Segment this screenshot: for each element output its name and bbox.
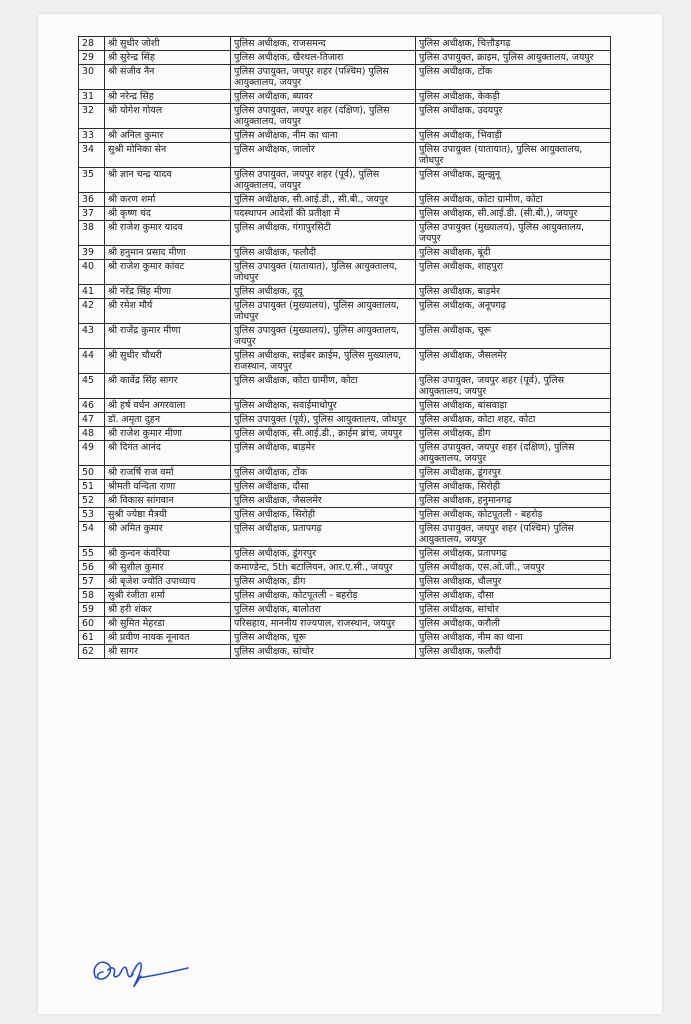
current-posting-cell: पुलिस अधीक्षक, साईबर क्राईम, पुलिस मुख्यालय, राजस्थान, जयपुर: [231, 349, 416, 374]
current-posting-cell: पुलिस उपायुक्त, जयपुर शहर (पश्चिम) पुलिस आयुक्तालय, जयपुर: [231, 65, 416, 90]
serial-number-cell: 53: [79, 508, 105, 522]
new-posting-cell: पुलिस अधीक्षक, चूरू: [416, 324, 611, 349]
table-row: [79, 603, 611, 617]
current-posting-cell: पुलिस अधीक्षक, डूंगरपुर: [231, 547, 416, 561]
officer-name-cell: श्री संजीव नैन: [105, 65, 231, 90]
new-posting-cell: पुलिस अधीक्षक, शाहपुरा: [416, 260, 611, 285]
officer-name-cell: श्री नरेंद्र सिंह मीणा: [105, 285, 231, 299]
officer-name-cell: श्री विकास सांगवान: [105, 494, 231, 508]
serial-number-cell: 37: [79, 207, 105, 221]
serial-number-cell: 56: [79, 561, 105, 575]
current-posting-cell: पुलिस उपायुक्त, जयपुर शहर (पूर्व), पुलिस आयुक्तालय, जयपुर: [231, 168, 416, 193]
new-posting-cell: पुलिस अधीक्षक, दौसा: [416, 589, 611, 603]
officer-name-cell: श्री हर्ष वर्धन अगरवाला: [105, 399, 231, 413]
serial-number-cell: 29: [79, 51, 105, 65]
transfer-table: [78, 36, 611, 659]
serial-number-cell: 58: [79, 589, 105, 603]
serial-number-cell: 41: [79, 285, 105, 299]
officer-name-cell: श्री कावेंद्र सिंह सागर: [105, 374, 231, 399]
officer-name-cell: श्री सुधीर जोशी: [105, 37, 231, 51]
officer-name-cell: श्री सागर: [105, 645, 231, 659]
serial-number-cell: 31: [79, 90, 105, 104]
current-posting-cell: पुलिस अधीक्षक, दूदू: [231, 285, 416, 299]
table-row: [79, 480, 611, 494]
table-row: [79, 349, 611, 374]
serial-number-cell: 49: [79, 441, 105, 466]
current-posting-cell: पुलिस अधीक्षक, सी.आई.डी., सी.बी., जयपुर: [231, 193, 416, 207]
current-posting-cell: पुलिस उपायुक्त (पूर्व), पुलिस आयुक्तालय, जोधपुर: [231, 413, 416, 427]
new-posting-cell: पुलिस अधीक्षक, कोटा शहर, कोटा: [416, 413, 611, 427]
table-row: [79, 221, 611, 246]
serial-number-cell: 36: [79, 193, 105, 207]
table-row: [79, 589, 611, 603]
new-posting-cell: पुलिस अधीक्षक, सांचोर: [416, 603, 611, 617]
serial-number-cell: 50: [79, 466, 105, 480]
serial-number-cell: 55: [79, 547, 105, 561]
table-row: [79, 547, 611, 561]
serial-number-cell: 33: [79, 129, 105, 143]
current-posting-cell: पुलिस अधीक्षक, नीम का थाना: [231, 129, 416, 143]
new-posting-cell: पुलिस अधीक्षक, बाड़मेर: [416, 285, 611, 299]
officer-name-cell: श्री सुशील कुमार: [105, 561, 231, 575]
serial-number-cell: 28: [79, 37, 105, 51]
new-posting-cell: पुलिस अधीक्षक, नीम का थाना: [416, 631, 611, 645]
table-row: [79, 466, 611, 480]
table-row: [79, 413, 611, 427]
current-posting-cell: पुलिस उपायुक्त (मुख्यालय), पुलिस आयुक्तालय, जयपुर: [231, 324, 416, 349]
new-posting-cell: पुलिस अधीक्षक, डीग: [416, 427, 611, 441]
officer-name-cell: श्री राजेंद्र कुमार मीणा: [105, 324, 231, 349]
new-posting-cell: पुलिस अधीक्षक, जैसलमेर: [416, 349, 611, 374]
officer-name-cell: श्री दिगंत आनंद: [105, 441, 231, 466]
serial-number-cell: 35: [79, 168, 105, 193]
officer-name-cell: श्री राजेश कुमार कांवट: [105, 260, 231, 285]
new-posting-cell: पुलिस अधीक्षक, भिवाड़ी: [416, 129, 611, 143]
current-posting-cell: पुलिस उपायुक्त (मुख्यालय), पुलिस आयुक्तालय, जोधपुर: [231, 299, 416, 324]
new-posting-cell: पुलिस अधीक्षक, धौलपुर: [416, 575, 611, 589]
current-posting-cell: पदस्थापन आदेशों की प्रतीक्षा में: [231, 207, 416, 221]
officer-name-cell: श्री नरेन्द्र सिंह: [105, 90, 231, 104]
serial-number-cell: 54: [79, 522, 105, 547]
officer-name-cell: श्री हरी शंकर: [105, 603, 231, 617]
table-row: [79, 617, 611, 631]
serial-number-cell: 39: [79, 246, 105, 260]
current-posting-cell: पुलिस अधीक्षक, जैसलमेर: [231, 494, 416, 508]
new-posting-cell: पुलिस उपायुक्त (मुख्यालय), पुलिस आयुक्तालय, जयपुर: [416, 221, 611, 246]
table-row: [79, 65, 611, 90]
serial-number-cell: 61: [79, 631, 105, 645]
serial-number-cell: 62: [79, 645, 105, 659]
serial-number-cell: 47: [79, 413, 105, 427]
current-posting-cell: पुलिस अधीक्षक, प्रतापगढ़: [231, 522, 416, 547]
table-row: [79, 631, 611, 645]
serial-number-cell: 40: [79, 260, 105, 285]
new-posting-cell: पुलिस अधीक्षक, हनुमानगढ़: [416, 494, 611, 508]
current-posting-cell: पुलिस अधीक्षक, दौसा: [231, 480, 416, 494]
table-row: [79, 285, 611, 299]
serial-number-cell: 59: [79, 603, 105, 617]
current-posting-cell: पुलिस अधीक्षक, गंगापुरसिटी: [231, 221, 416, 246]
new-posting-cell: पुलिस उपायुक्त, जयपुर शहर (दक्षिण), पुलिस आयुक्तालय, जयपुर: [416, 441, 611, 466]
officer-name-cell: श्री राजेश कुमार यादव: [105, 221, 231, 246]
table-row: [79, 575, 611, 589]
serial-number-cell: 42: [79, 299, 105, 324]
serial-number-cell: 60: [79, 617, 105, 631]
table-row: [79, 37, 611, 51]
new-posting-cell: पुलिस अधीक्षक, डूंगरपुर: [416, 466, 611, 480]
new-posting-cell: पुलिस अधीक्षक, केकड़ी: [416, 90, 611, 104]
table-row: [79, 260, 611, 285]
table-row: [79, 246, 611, 260]
current-posting-cell: पुलिस अधीक्षक, सी.आई.डी., क्राईम ब्रांच, जयपुर: [231, 427, 416, 441]
handwritten-signature-icon: [86, 952, 196, 992]
serial-number-cell: 48: [79, 427, 105, 441]
table-row: [79, 299, 611, 324]
table-row: [79, 561, 611, 575]
table-row: [79, 324, 611, 349]
officer-name-cell: श्री अमित कुमार: [105, 522, 231, 547]
new-posting-cell: पुलिस अधीक्षक, उदयपुर: [416, 104, 611, 129]
serial-number-cell: 32: [79, 104, 105, 129]
officer-name-cell: सुश्री मोनिका सेन: [105, 143, 231, 168]
serial-number-cell: 44: [79, 349, 105, 374]
officer-name-cell: श्री सुमित मेहरडा: [105, 617, 231, 631]
serial-number-cell: 45: [79, 374, 105, 399]
serial-number-cell: 57: [79, 575, 105, 589]
serial-number-cell: 52: [79, 494, 105, 508]
current-posting-cell: पुलिस अधीक्षक, चूरू: [231, 631, 416, 645]
table-row: [79, 129, 611, 143]
new-posting-cell: पुलिस उपायुक्त, क्राइम, पुलिस आयुक्तालय, जयपुर: [416, 51, 611, 65]
officer-name-cell: श्री अनिल कुमार: [105, 129, 231, 143]
new-posting-cell: पुलिस अधीक्षक, एस.ओ.जी., जयपुर: [416, 561, 611, 575]
officer-name-cell: श्री राजेश कुमार मीणा: [105, 427, 231, 441]
new-posting-cell: पुलिस अधीक्षक, कोटपूतली - बहरोड़: [416, 508, 611, 522]
officer-name-cell: श्री कृष्ण चंद: [105, 207, 231, 221]
officer-name-cell: श्री ज्ञान चन्द्र यादव: [105, 168, 231, 193]
officer-name-cell: श्री राजर्षि राज वर्मा: [105, 466, 231, 480]
table-row: [79, 399, 611, 413]
officer-name-cell: श्रीमती वन्दिता राणा: [105, 480, 231, 494]
current-posting-cell: पुलिस अधीक्षक, जालोर: [231, 143, 416, 168]
officer-name-cell: डॉ. अमृता दुहन: [105, 413, 231, 427]
new-posting-cell: पुलिस अधीक्षक, चित्तौड़गढ़: [416, 37, 611, 51]
table-row: [79, 441, 611, 466]
officer-name-cell: श्री कुन्दन कंवरिया: [105, 547, 231, 561]
current-posting-cell: पुलिस अधीक्षक, कोटा ग्रामीण, कोटा: [231, 374, 416, 399]
officer-name-cell: श्री रमेश मौर्य: [105, 299, 231, 324]
current-posting-cell: कमाण्डेन्ट, 5th बटालियन, आर.ए.सी., जयपुर: [231, 561, 416, 575]
serial-number-cell: 43: [79, 324, 105, 349]
officer-name-cell: सुश्री ज्येष्ठा मैत्रयी: [105, 508, 231, 522]
new-posting-cell: पुलिस अधीक्षक, बांसवाड़ा: [416, 399, 611, 413]
officer-name-cell: श्री योगेश गोयल: [105, 104, 231, 129]
serial-number-cell: 30: [79, 65, 105, 90]
new-posting-cell: पुलिस उपायुक्त, जयपुर शहर (पश्चिम) पुलिस आयुक्तालय, जयपुर: [416, 522, 611, 547]
current-posting-cell: पुलिस अधीक्षक, फलौदी: [231, 246, 416, 260]
table-row: [79, 522, 611, 547]
new-posting-cell: पुलिस अधीक्षक, करौली: [416, 617, 611, 631]
table-row: [79, 90, 611, 104]
new-posting-cell: पुलिस अधीक्षक, फलौदी: [416, 645, 611, 659]
current-posting-cell: पुलिस अधीक्षक, टोंक: [231, 466, 416, 480]
current-posting-cell: पुलिस अधीक्षक, सिरोही: [231, 508, 416, 522]
document-page: [38, 14, 662, 1014]
current-posting-cell: पुलिस अधीक्षक, बाड़मेर: [231, 441, 416, 466]
new-posting-cell: पुलिस उपायुक्त, जयपुर शहर (पूर्व), पुलिस आयुक्तालय, जयपुर: [416, 374, 611, 399]
table-row: [79, 193, 611, 207]
table-row: [79, 508, 611, 522]
serial-number-cell: 51: [79, 480, 105, 494]
officer-name-cell: श्री करण शर्मा: [105, 193, 231, 207]
new-posting-cell: पुलिस अधीक्षक, झुन्झुनू: [416, 168, 611, 193]
current-posting-cell: पुलिस अधीक्षक, खैरथल-तिजारा: [231, 51, 416, 65]
officer-name-cell: श्री सुरेन्द्र सिंह: [105, 51, 231, 65]
new-posting-cell: पुलिस अधीक्षक, टोंक: [416, 65, 611, 90]
current-posting-cell: पुलिस अधीक्षक, कोटपूतली - बहरोड़: [231, 589, 416, 603]
new-posting-cell: पुलिस अधीक्षक, कोटा ग्रामीण, कोटा: [416, 193, 611, 207]
current-posting-cell: पुलिस अधीक्षक, डीग: [231, 575, 416, 589]
officer-name-cell: श्री हनुमान प्रसाद मीणा: [105, 246, 231, 260]
table-row: [79, 645, 611, 659]
officer-name-cell: सुश्री रंजीता शर्मा: [105, 589, 231, 603]
table-row: [79, 51, 611, 65]
table-row: [79, 207, 611, 221]
current-posting-cell: पुलिस अधीक्षक, ब्यावर: [231, 90, 416, 104]
table-row: [79, 494, 611, 508]
table-row: [79, 143, 611, 168]
serial-number-cell: 34: [79, 143, 105, 168]
current-posting-cell: पुलिस अधीक्षक, बालोतरा: [231, 603, 416, 617]
new-posting-cell: पुलिस अधीक्षक, बूंदी: [416, 246, 611, 260]
serial-number-cell: 46: [79, 399, 105, 413]
table-row: [79, 168, 611, 193]
transfer-table-body: [79, 37, 611, 659]
new-posting-cell: पुलिस अधीक्षक, सी.आई.डी. (सी.बी.), जयपुर: [416, 207, 611, 221]
serial-number-cell: 38: [79, 221, 105, 246]
new-posting-cell: पुलिस अधीक्षक, अनूपगढ़: [416, 299, 611, 324]
table-row: [79, 104, 611, 129]
current-posting-cell: पुलिस अधीक्षक, राजसमन्द: [231, 37, 416, 51]
officer-name-cell: श्री प्रवीण नायक नूनावत: [105, 631, 231, 645]
current-posting-cell: पुलिस उपायुक्त, जयपुर शहर (दक्षिण), पुलिस आयुक्तालय, जयपुर: [231, 104, 416, 129]
table-row: [79, 427, 611, 441]
officer-name-cell: श्री सुधीर चौधरी: [105, 349, 231, 374]
current-posting-cell: पुलिस अधीक्षक, सांचोर: [231, 645, 416, 659]
new-posting-cell: पुलिस अधीक्षक, सिरोही: [416, 480, 611, 494]
officer-name-cell: श्री बृजेश ज्योति उपाध्याय: [105, 575, 231, 589]
current-posting-cell: पुलिस उपायुक्त (यातायात), पुलिस आयुक्तालय, जोधपुर: [231, 260, 416, 285]
current-posting-cell: पुलिस अधीक्षक, सवाईमाधोपुर: [231, 399, 416, 413]
new-posting-cell: पुलिस अधीक्षक, प्रतापगढ़: [416, 547, 611, 561]
current-posting-cell: परिसहाय, माननीय राज्यपाल, राजस्थान, जयपुर: [231, 617, 416, 631]
table-row: [79, 374, 611, 399]
new-posting-cell: पुलिस उपायुक्त (यातायात), पुलिस आयुक्तालय, जोधपुर: [416, 143, 611, 168]
